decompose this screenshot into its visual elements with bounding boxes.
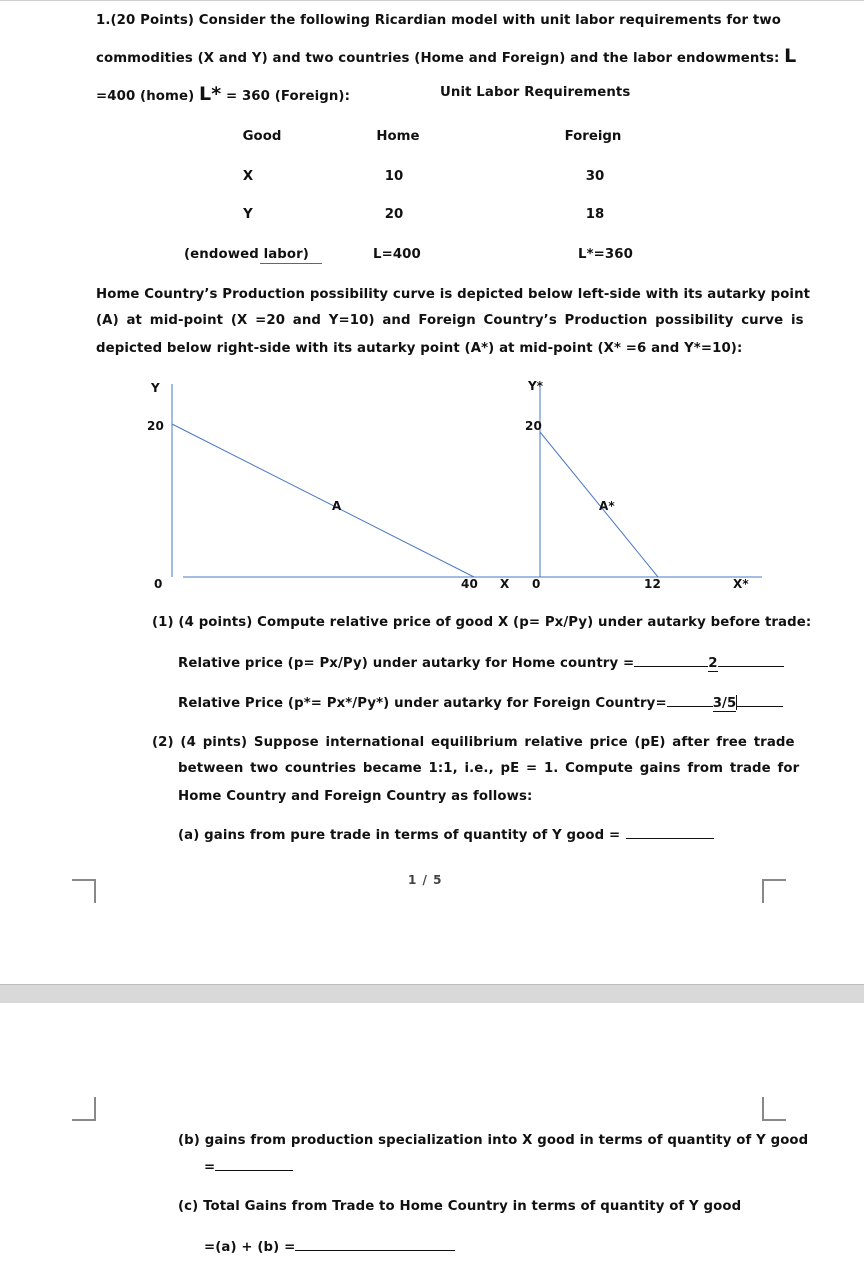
home-y-axis-label: Y [151, 381, 160, 395]
ppc-diagram [0, 1, 864, 601]
home-x-intercept-label: 40 [461, 577, 478, 591]
part2-line-3: Home Country and Foreign Country as follows: [178, 789, 533, 804]
foreign-origin-label: 0 [532, 577, 541, 591]
part2-b-label: (b) gains from production specialization into X good in terms of quantity of Y good [178, 1133, 809, 1148]
part2-c-label: (c) Total Gains from Trade to Home Country in terms of quantity of Y good [178, 1199, 742, 1214]
part2-b-equals: = [204, 1160, 216, 1175]
table-header-foreign: Foreign [564, 129, 622, 144]
answer-blank [215, 1159, 293, 1171]
table-header-good: Good [242, 129, 282, 144]
question-line-1: 1.(20 Points) Consider the following Ricardian model with unit labor requirements for two [96, 13, 781, 28]
table-header-home: Home [376, 129, 420, 144]
page-corner-mark [762, 1097, 786, 1121]
foreign-endowment-text: = 360 (Foreign): [221, 89, 351, 104]
part1-home-label: Relative price (p= Px/Py) under autarky for Home country = [178, 656, 635, 671]
page-corner-mark [762, 879, 786, 903]
home-ppc-line [172, 424, 474, 577]
answer-blank [634, 655, 708, 667]
table-endowed-foreign: L*=360 [578, 247, 633, 262]
part1-home-row [178, 655, 784, 671]
page-separator [0, 984, 864, 1004]
answer-blank [295, 1239, 455, 1251]
home-origin-label: 0 [154, 577, 163, 591]
table-cell-foreign-y: 18 [585, 207, 605, 222]
table-endowed-label: (endowed labor) [184, 247, 309, 262]
answer-blank [667, 695, 713, 707]
part1-foreign-answer: 3/5 [712, 696, 737, 711]
part2-c-equation: =(a) + (b) = [204, 1240, 296, 1255]
foreign-autarky-point-label: A* [599, 499, 615, 513]
table-title: Unit Labor Requirements [440, 85, 631, 100]
question-line-2-text: commodities (X and Y) and two countries (Home and Foreign) and the labor endowments: [96, 51, 785, 66]
part2-line-1: (2) (4 pints) Suppose international equilibrium relative price (pE) after free trade [152, 735, 795, 750]
foreign-x-intercept-label: 12 [644, 577, 661, 591]
foreign-labor-symbol: L* [199, 83, 222, 105]
answer-blank [626, 827, 714, 839]
part2-c-answer-row [204, 1239, 455, 1255]
answer-blank [737, 695, 783, 707]
part1-foreign-row [178, 695, 783, 711]
table-cell-home-x: 10 [384, 169, 404, 184]
foreign-y-intercept-label: 20 [525, 419, 542, 433]
part1-foreign-label: Relative Price (p*= Px*/Py*) under autarky for Foreign Country= [178, 696, 667, 711]
table-cell-foreign-x: 30 [585, 169, 605, 184]
foreign-y-axis-label: Y* [528, 379, 544, 393]
home-endowment-text: =400 (home) [96, 89, 199, 104]
document-page-2 [0, 1003, 864, 1268]
ppc-text-line-1: Home Country’s Production possibility curve is depicted below left-side with its autarky point [96, 287, 811, 302]
part2-a-row [178, 827, 714, 843]
ppc-text-line-3: depicted below right-side with its autarky point (A*) at mid-point (X* =6 and Y*=10): [96, 341, 743, 356]
part2-line-2: between two countries became 1:1, i.e., pE = 1. Compute gains from trade for [178, 761, 800, 776]
ppc-text-line-2: (A) at mid-point (X =20 and Y=10) and Foreign Country’s Production possibility curve is [96, 313, 804, 328]
home-x-axis-label: X [500, 577, 510, 591]
home-autarky-point-label: A [332, 499, 342, 513]
part1-title: (1) (4 points) Compute relative price of good X (p= Px/Py) under autarky before trade: [152, 615, 812, 630]
table-endowed-home: L=400 [373, 247, 421, 262]
labor-symbol: L [784, 45, 797, 67]
page-corner-mark [72, 1097, 96, 1121]
table-cell-good-y: Y [243, 207, 253, 222]
part2-a-label: (a) gains from pure trade in terms of quantity of Y good = [178, 828, 621, 843]
home-y-intercept-label: 20 [147, 419, 164, 433]
page-corner-mark [72, 879, 96, 903]
foreign-x-axis-label: X* [733, 577, 749, 591]
page-number: 1 / 5 [408, 873, 443, 887]
part1-home-answer: 2 [708, 656, 718, 671]
table-cell-home-y: 20 [384, 207, 404, 222]
answer-blank [718, 655, 784, 667]
part2-b-answer-row [204, 1159, 293, 1175]
table-cell-good-x: X [242, 169, 254, 184]
